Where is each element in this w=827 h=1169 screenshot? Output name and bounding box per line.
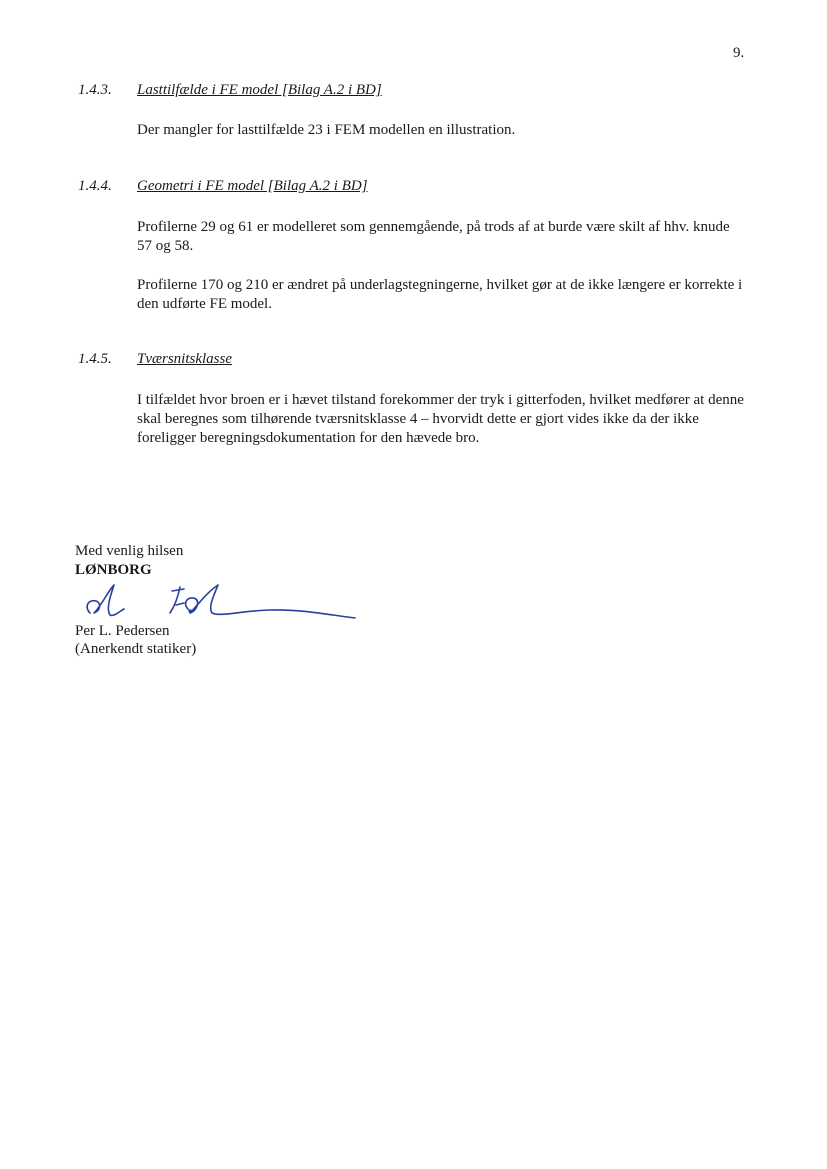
paragraph: Profilerne 29 og 61 er modelleret som gennemgående, på trods af at burde være skilt af hhv. knude 57 og 58.	[137, 219, 730, 254]
paragraph: I tilfældet hvor broen er i hævet tilstand forekommer der tryk i gitterfoden, hvilket medfører at denne skal beregnes som tilhørende tværsnitsklasse 4 – hvorvidt dette er gjort vides ikke da der ikke foreligger beregningsdokumentation for den hævede bro.	[137, 392, 744, 446]
section-number: 1.4.5.	[78, 351, 112, 367]
section-title: Tværsnitsklasse	[137, 351, 233, 367]
signer-role: (Anerkendt statiker)	[75, 641, 197, 657]
section-number: 1.4.4.	[78, 178, 112, 194]
paragraph: Der mangler for lasttilfælde 23 i FEM modellen en illustration.	[137, 122, 516, 138]
signer-name: Per L. Pedersen	[75, 623, 170, 639]
signature-image	[80, 575, 360, 627]
paragraph: Profilerne 170 og 210 er ændret på underlagstegningerne, hvilket gør at de ikke længere er korrekte i den udførte FE model.	[137, 277, 743, 312]
section-title: Lasttilfælde i FE model [Bilag A.2 i BD]	[137, 82, 382, 98]
section-number: 1.4.3.	[78, 82, 112, 98]
page-number: 9.	[733, 45, 745, 61]
section-title: Geometri i FE model [Bilag A.2 i BD]	[137, 178, 368, 194]
company-name: LØNBORG	[75, 562, 152, 578]
closing-greeting: Med venlig hilsen	[75, 543, 184, 559]
